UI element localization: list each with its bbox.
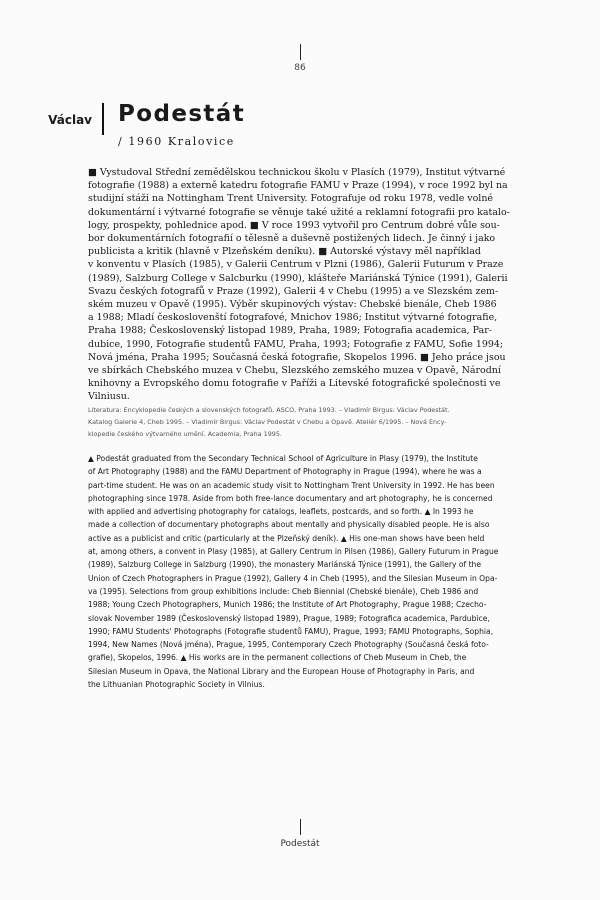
- name-divider: [102, 103, 104, 135]
- czech-bio-line: ■ Vystudoval Střední zemědělskou technickou školu v Plasích (1979), Institut výtvarné: [88, 167, 506, 178]
- last-name: Podestát: [118, 101, 246, 127]
- english-bio-line: of Art Photography (1988) and the FAMU Department of Photography in Prague (1994), where he was a: [88, 467, 482, 477]
- first-name: Václav: [48, 113, 92, 127]
- czech-bio-line: a 1988; Mladí českoslovenští fotografové, Mnichov 1986; Institut výtvarné fotografie,: [88, 312, 498, 324]
- english-bio-line: active as a publicist and critic (particularly at the Plzeňský deník). ▲ His one-man shows have been held: [88, 533, 485, 543]
- english-bio-line: 1990; FAMU Students' Photographs (Fotografie studentů FAMU), Prague, 1993; FAMU Photographs, Sophia,: [88, 626, 494, 636]
- czech-bio-line: logy, prospekty, pohlednice apod. ■ V roce 1993 vytvořil pro Centrum dobré vůle sou-: [88, 219, 500, 231]
- czech-biography: [88, 166, 525, 404]
- english-bio-line: 1994, New Names (Nová jména), Prague, 1995, Contemporary Czech Photography (Současná česká foto-: [88, 640, 489, 650]
- english-bio-line: 1988; Young Czech Photographers, Munich 1986; the Institute of Art Photography, Prague 1988; Czecho-: [88, 600, 487, 610]
- page-number-block: [0, 44, 600, 73]
- literature-line: klopedie českého výtvarného umění. Academia, Praha 1995.: [88, 430, 282, 438]
- literature-references: [88, 404, 525, 440]
- english-bio-line: grafie), Skopelos, 1996. ▲ His works are in the permanent collections of Cheb Museum in Cheb, the: [88, 653, 467, 663]
- english-bio-line: (1989), Salzburg College in Salzburg (1990), the monastery Mariánská Týnice (1991), the Gallery of the: [88, 560, 482, 570]
- czech-bio-line: studijní stáži na Nottingham Trent University. Fotografuje od roku 1978, vedle volné: [88, 193, 493, 205]
- czech-bio-line: dubice, 1990, Fotografie studentů FAMU, Praha, 1993; Fotografie z FAMU, Sofie 1994;: [88, 338, 504, 350]
- czech-bio-line: (1989), Salzburg College v Salcburku (1990), klášteře Mariánská Týnice (1991), Galerii: [88, 272, 508, 284]
- english-bio-line: photographing since 1978. Aside from both free-lance documentary and art photography, he is concerned: [88, 493, 493, 503]
- english-bio-line: with applied and advertising photography for catalogs, leaflets, postcards, and so forth. ▲ In 1993 he: [88, 507, 474, 517]
- czech-bio-line: knihovny a Evropského domu fotografie v Paříži a Litevské fotografické společnosti ve: [88, 378, 501, 390]
- birth-info: / 1960 Kralovice: [118, 135, 235, 148]
- english-bio-line: slovak November 1989 (Československý listopad 1989), Prague, 1989; Fotografica academica, Pardubice,: [88, 613, 490, 623]
- english-bio-line: the Lithuanian Photographic Society in Vilnius.: [88, 680, 265, 690]
- page-number-tick: [300, 44, 301, 60]
- english-bio-line: made a collection of documentary photographs about mentally and physically disabled people. He is also: [88, 520, 490, 530]
- footer-label: Podestát: [280, 839, 320, 849]
- english-bio-line: part-time student. He was on an academic study visit to Nottingham Trent University in 1992. He has been: [88, 480, 495, 490]
- photographer-header: [30, 103, 570, 135]
- english-bio-line: Silesian Museum in Opava, the National Library and the European House of Photography in Paris, and: [88, 666, 475, 676]
- literature-line: Literatura: Encyklopedie českých a slovenských fotografů, ASCO, Praha 1993. – Vladimír Birgus: Václav Podestát.: [88, 406, 450, 414]
- page-number: 86: [294, 63, 306, 73]
- czech-bio-line: bor dokumentárních fotografií o tělesně a duševně postižených lidech. Je činný i jako: [88, 233, 496, 245]
- page-footer: [0, 819, 600, 849]
- czech-bio-line: publicista a kritik (hlavně v Plzeňském deníku). ■ Autorské výstavy měl například: [88, 246, 481, 258]
- literature-line: Katalog Galerie 4, Cheb 1995. – Vladimír Birgus: Václav Podestát v Chebu a Opavě. Ateliér 6/1995. – Nová Ency-: [88, 418, 447, 426]
- english-bio-line: ▲ Podestát graduated from the Secondary Technical School of Agriculture in Plasy (1979), the Institute: [88, 454, 478, 463]
- czech-bio-line: v konventu v Plasích (1985), v Galerii Centrum v Plzni (1986), Galerii Futurum v Praze: [88, 259, 504, 271]
- english-bio-line: Union of Czech Photographers in Prague (1992), Gallery 4 in Cheb (1995), and the Silesian Museum in Opa-: [88, 573, 498, 583]
- english-bio-line: va (1995). Selections from group exhibitions include: Cheb Biennial (Chebské bienále), Cheb 1986 and: [88, 586, 479, 596]
- czech-bio-line: ském muzeu v Opavě (1995). Výběr skupinových výstav: Chebské bienále, Cheb 1986: [88, 299, 497, 311]
- czech-bio-line: dokumentární i výtvarné fotografie se věnuje také užité a reklamní fotografii pro katalo-: [88, 206, 510, 218]
- czech-bio-line: Nová jména, Praha 1995; Současná česká fotografie, Skopelos 1996. ■ Jeho práce jsou: [88, 351, 506, 363]
- footer-tick: [300, 819, 301, 835]
- czech-bio-line: Praha 1988; Československý listopad 1989, Praha, 1989; Fotografia academica, Par-: [88, 325, 492, 337]
- english-bio-line: at, among others, a convent in Plasy (1985), at Gallery Centrum in Pilsen (1986), Gallery Futurum in Prague: [88, 547, 499, 557]
- czech-bio-line: fotografie (1988) a externě katedru fotografie FAMU v Praze (1994), v roce 1992 byl na: [88, 180, 508, 192]
- english-biography: [88, 452, 525, 691]
- czech-bio-line: ve sbírkách Chebského muzea v Chebu, Slezského zemského muzea v Opavě, Národní: [88, 365, 501, 377]
- czech-bio-line: Vilniusu.: [88, 391, 130, 403]
- czech-bio-line: Svazu českých fotografů v Praze (1992), Galerii 4 v Chebu (1995) a ve Slezském zem-: [88, 285, 499, 297]
